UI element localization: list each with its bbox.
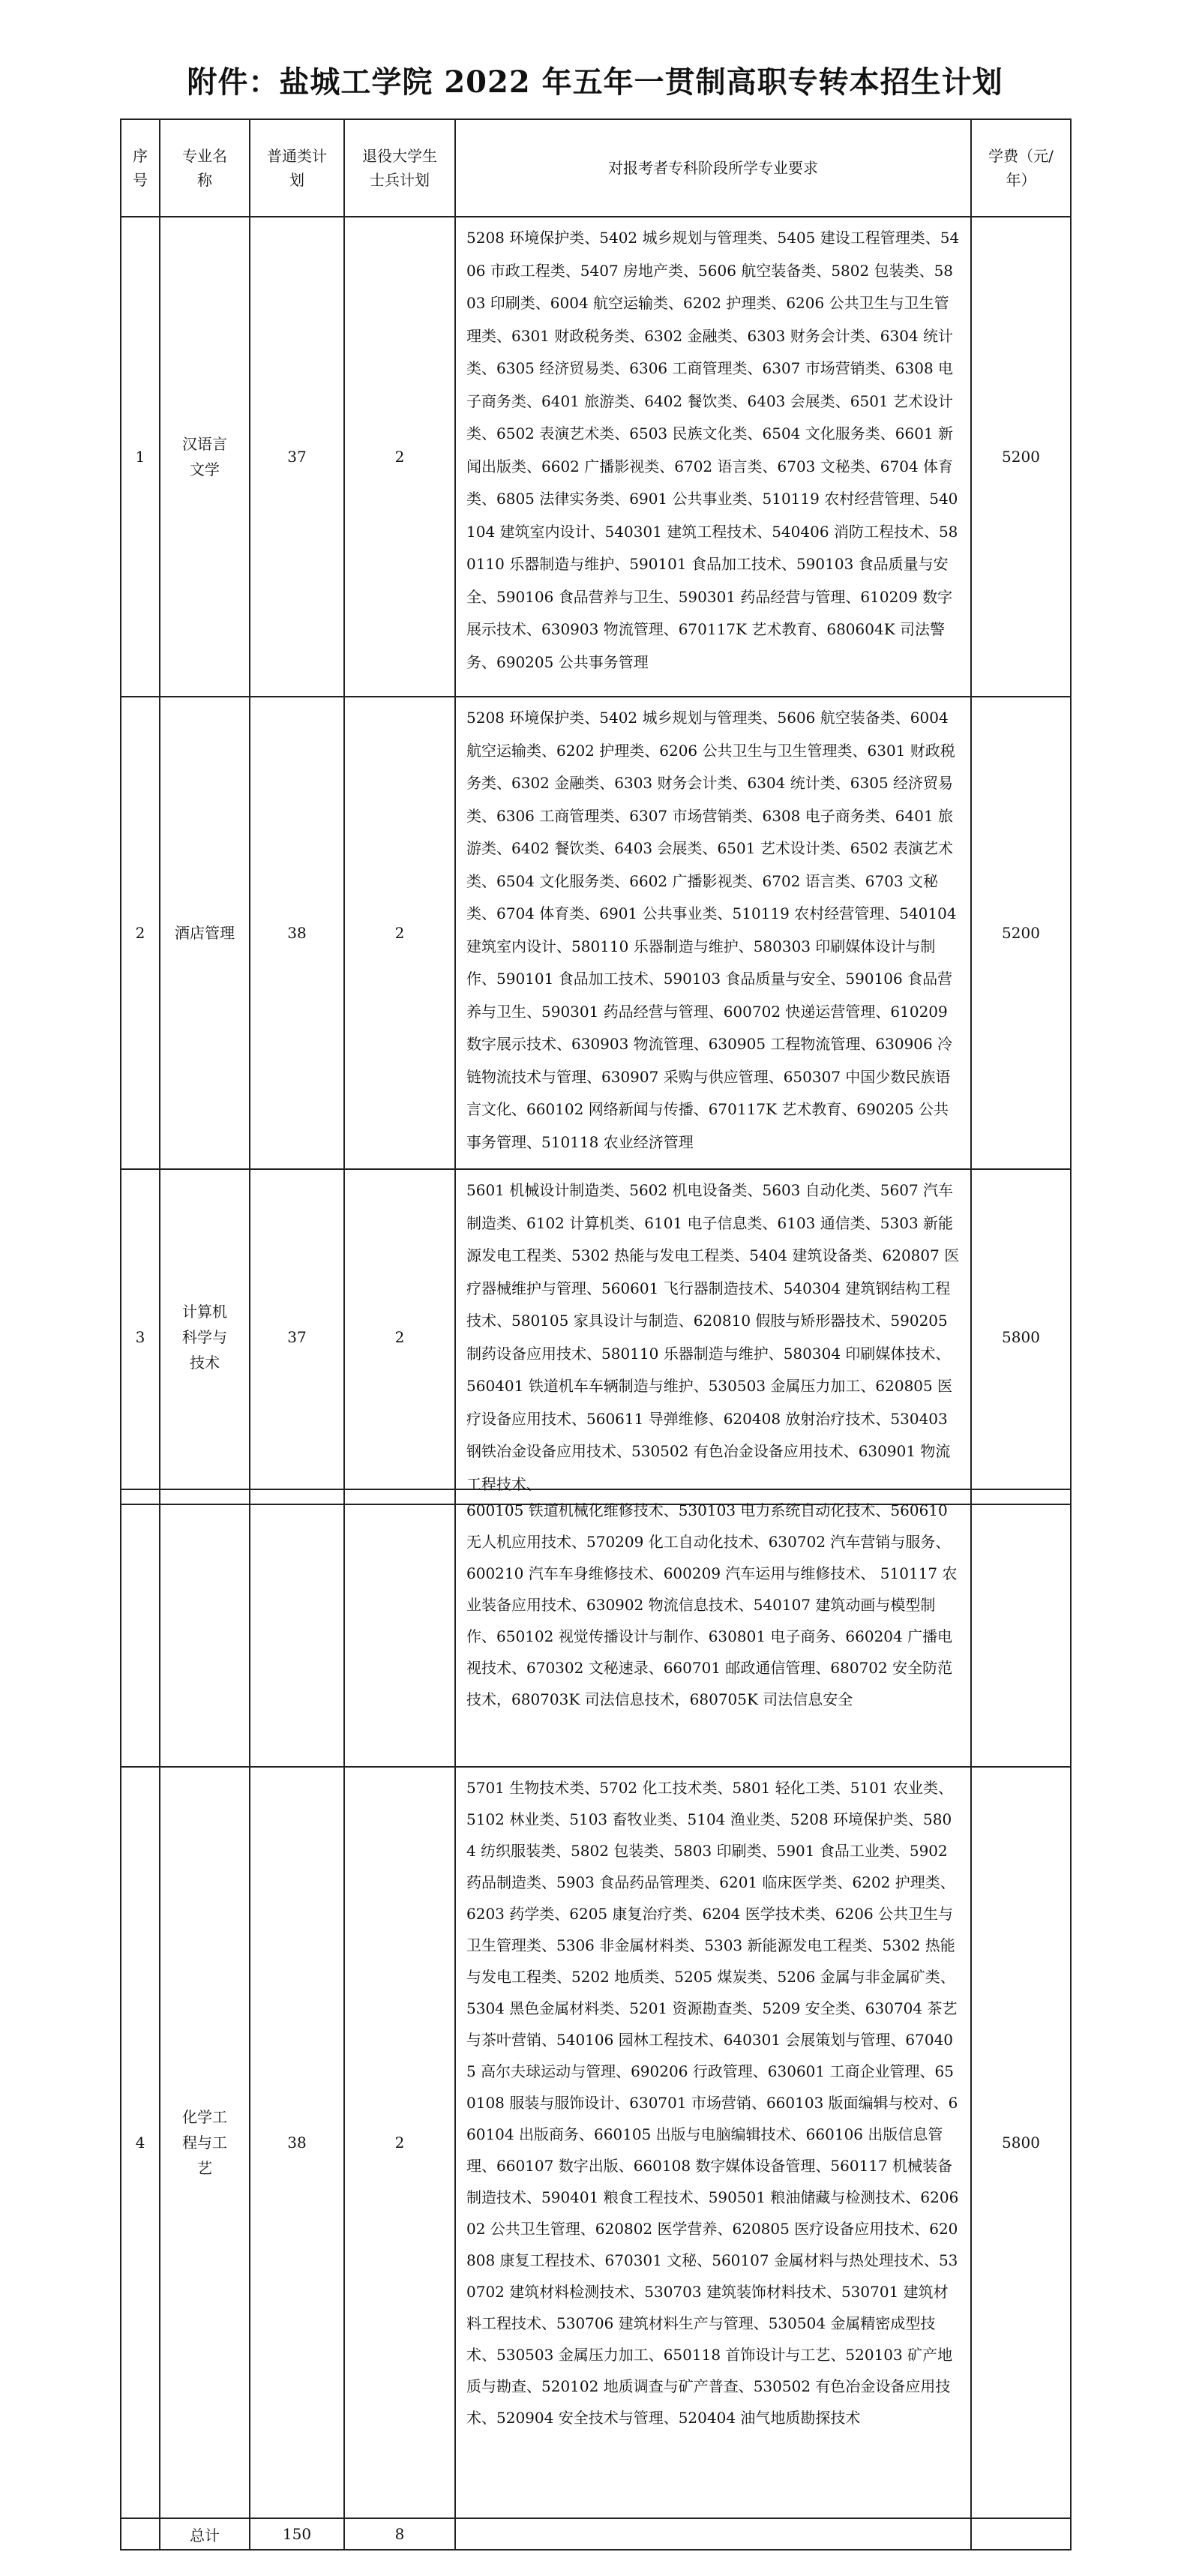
row-regular: 38: [250, 697, 344, 1169]
row-requirements: 5208 环境保护类、5402 城乡规划与管理类、5606 航空装备类、6004 航空运输类、6202 护理类、6206 公共卫生与卫生管理类、6301 财政税务类、6302 金融类、6303 财务会计类、6304 统计类、6305 经济贸易类、6306 工商管理类、6307 市场营销类、6308 电子商务类、6401 旅游类、6402 餐饮类、6403 会展类、6501 艺术设计类、6502 表演艺术类、6504 文化服务类、6602 广播影视类、6702 语言类、6703 文秘类、6704 体育类、6901 公共事业类、510119 农村经营管理、540104 建筑室内设计、580110 乐器制造与维护、580303 印刷媒体设计与制作、590101 食品加工技术、590103 食品质量与安全、590106 食品营养与卫生、590301 药品经营与管理、600702 快递运营管理、610209 数字展示技术、630903 物流管理、630905 工程物流管理、630906 冷链物流技术与管理、630907 采购与供应管理、650307 中国少数民族语言文化、660102 网络新闻与传播、670117K 艺术教育、690205 公共事务管理、510118 农业经济管理: [455, 697, 971, 1169]
total-row: [121, 2518, 1071, 2550]
row-fee: 5200: [971, 217, 1071, 697]
row-seq: 3: [121, 1169, 160, 1504]
table-row-continued: [121, 1489, 1071, 1767]
row-major: 汉语言文学: [160, 217, 250, 697]
row-seq: 1: [121, 217, 160, 697]
empty-cell: [971, 1489, 1071, 1767]
enrollment-plan-table: [120, 118, 1072, 1505]
row-requirements-continued: 600105 铁道机械化维修技术、530103 电力系统自动化技术、560610 无人机应用技术、570209 化工自动化技术、630702 汽车营销与服务、600210 汽车车身维修技术、600209 汽车运用与维修技术、 510117 农业装备应用技术、630902 物流信息技术、540107 建筑动画与模型制作、650102 视觉传播设计与制作、630801 电子商务、660204 广播电视技术、670302 文秘速录、660701 邮政通信管理、680702 安全防范技术，680703K 司法信息技术，680705K 司法信息安全: [455, 1489, 971, 1767]
row-fee: 5800: [971, 1169, 1071, 1504]
total-regular: 150: [250, 2518, 344, 2550]
row-veteran: 2: [344, 1767, 455, 2518]
row-requirements: 5601 机械设计制造类、5602 机电设备类、5603 自动化类、5607 汽车制造类、6102 计算机类、6101 电子信息类、6103 通信类、5303 新能源发电工程类、5302 热能与发电工程类、5404 建筑设备类、620807 医疗器械维护与管理、560601 飞行器制造技术、540304 建筑钢结构工程技术、580105 家具设计与制造、620810 假肢与矫形器技术、590205 制药设备应用技术、580110 乐器制造与维护、580304 印刷媒体技术、560401 铁道机车车辆制造与维护、530503 金属压力加工、620805 医疗设备应用技术、560611 导弹维修、620408 放射治疗技术、530403 钢铁冶金设备应用技术、530502 有色冶金设备应用技术、630901 物流工程技术、: [455, 1169, 971, 1504]
row-regular: 38: [250, 1767, 344, 2518]
row-requirements: 5701 生物技术类、5702 化工技术类、5801 轻化工类、5101 农业类、5102 林业类、5103 畜牧业类、5104 渔业类、5208 环境保护类、5804 纺织服装类、5802 包装类、5803 印刷类、5901 食品工业类、5902 药品制造类、5903 食品药品管理类、6201 临床医学类、6202 护理类、6203 药学类、6205 康复治疗类、6204 医学技术类、6206 公共卫生与卫生管理类、5306 非金属材料类、5303 新能源发电工程类、5302 热能与发电工程类、5202 地质类、5205 煤炭类、5206 金属与非金属矿类、5304 黑色金属材料类、5201 资源勘查类、5209 安全类、630704 茶艺与茶叶营销、540106 园林工程技术、640301 会展策划与管理、670405 高尔夫球运动与管理、690206 行政管理、630601 工商企业管理、650108 服装与服饰设计、630701 市场营销、660103 版面编辑与校对、660104 出版商务、660105 出版与电脑编辑技术、660106 出版信息管理、660107 数字出版、660108 数字媒体设备管理、560117 机械装备制造技术、590401 粮食工程技术、590501 粮油储藏与检测技术、620602 公共卫生管理、620802 医学营养、620805 医疗设备应用技术、620808 康复工程技术、670301 文秘、560107 金属材料与热处理技术、530702 建筑材料检测技术、530703 建筑装饰材料技术、530701 建筑材料工程技术、530706 建筑材料生产与管理、530504 金属精密成型技术、530503 金属压力加工、650118 首饰设计与工艺、520103 矿产地质与勘查、520102 地质调查与矿产普查、530502 有色冶金设备应用技术、520904 安全技术与管理、520404 油气地质勘探技术: [455, 1767, 971, 2518]
header-seq: 序号: [121, 119, 160, 217]
table-header-row: [121, 119, 1071, 217]
table-row: [121, 697, 1071, 1169]
empty-cell: [160, 1489, 250, 1767]
empty-cell: [344, 1489, 455, 1767]
empty-cell: [971, 2518, 1071, 2550]
empty-cell: [121, 2518, 160, 2550]
enrollment-plan-table-continued: [120, 1489, 1072, 2551]
table-row: [121, 1169, 1071, 1504]
row-major: 计算机科学与技术: [160, 1169, 250, 1504]
table-row: [121, 217, 1071, 697]
row-seq: 2: [121, 697, 160, 1169]
row-major: 酒店管理: [160, 697, 250, 1169]
empty-cell: [250, 1489, 344, 1767]
row-regular: 37: [250, 1169, 344, 1504]
total-label: 总计: [160, 2518, 250, 2550]
header-major: 专业名称: [160, 119, 250, 217]
empty-cell: [455, 2518, 971, 2550]
row-major: 化学工程与工艺: [160, 1767, 250, 2518]
header-veteran-plan: 退役大学生士兵计划: [344, 119, 455, 217]
row-veteran: 2: [344, 1169, 455, 1504]
table-row: [121, 1767, 1071, 2518]
page-title: 附件：盐城工学院 2022 年五年一贯制高职专转本招生计划: [187, 64, 1003, 100]
row-requirements: 5208 环境保护类、5402 城乡规划与管理类、5405 建设工程管理类、5406 市政工程类、5407 房地产类、5606 航空装备类、5802 包装类、5803 印刷类、6004 航空运输类、6202 护理类、6206 公共卫生与卫生管理类、6301 财政税务类、6302 金融类、6303 财务会计类、6304 统计类、6305 经济贸易类、6306 工商管理类、6307 市场营销类、6308 电子商务类、6401 旅游类、6402 餐饮类、6403 会展类、6501 艺术设计类、6502 表演艺术类、6503 民族文化类、6504 文化服务类、6601 新闻出版类、6602 广播影视类、6702 语言类、6703 文秘类、6704 体育类、6805 法律实务类、6901 公共事业类、510119 农村经营管理、540104 建筑室内设计、540301 建筑工程技术、540406 消防工程技术、580110 乐器制造与维护、590101 食品加工技术、590103 食品质量与安全、590106 食品营养与卫生、590301 药品经营与管理、610209 数字展示技术、630903 物流管理、670117K 艺术教育、680604K 司法警务、690205 公共事务管理: [455, 217, 971, 697]
row-veteran: 2: [344, 217, 455, 697]
header-requirements: 对报考者专科阶段所学专业要求: [455, 119, 971, 217]
total-veteran: 8: [344, 2518, 455, 2550]
empty-cell: [121, 1489, 160, 1767]
row-fee: 5200: [971, 697, 1071, 1169]
row-seq: 4: [121, 1767, 160, 2518]
header-fee: 学费（元/年）: [971, 119, 1071, 217]
header-regular-plan: 普通类计划: [250, 119, 344, 217]
row-regular: 37: [250, 217, 344, 697]
row-veteran: 2: [344, 697, 455, 1169]
row-fee: 5800: [971, 1767, 1071, 2518]
